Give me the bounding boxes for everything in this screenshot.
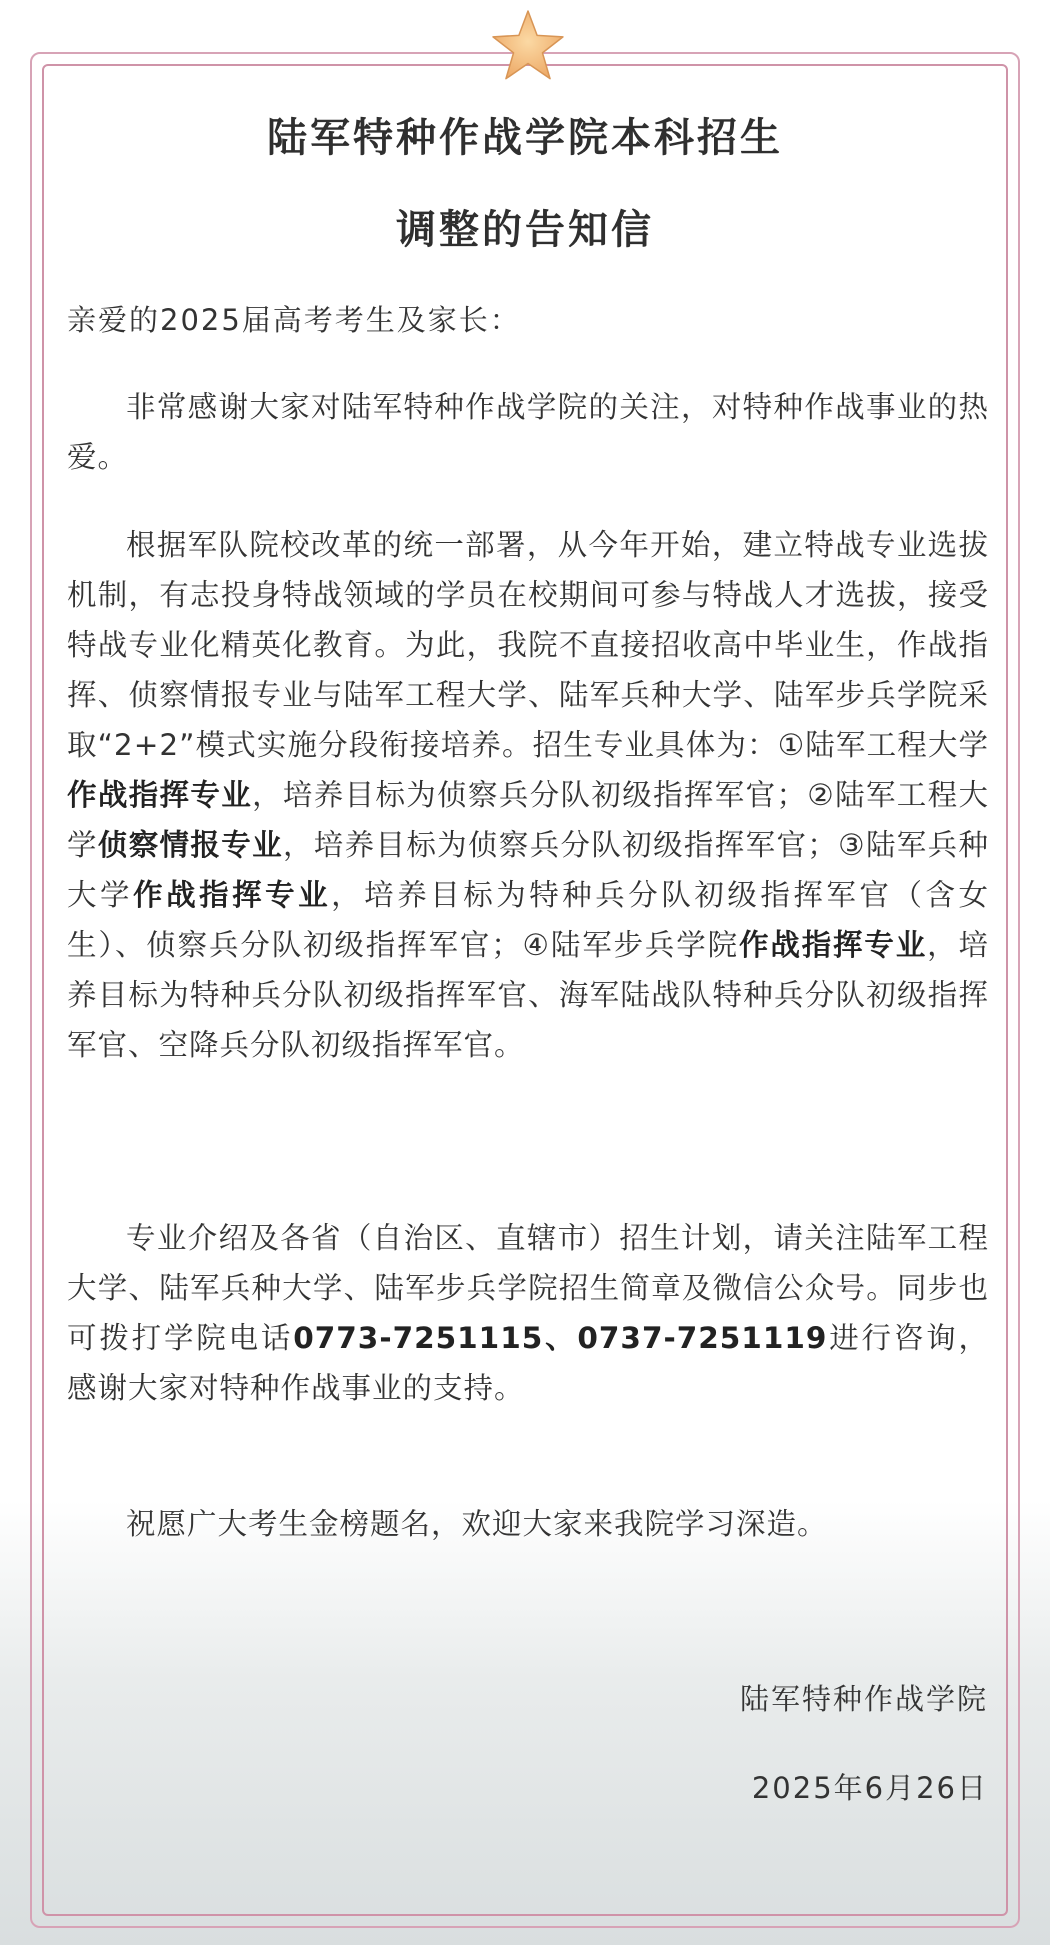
letter-date: 2025年6月26日	[751, 1771, 988, 1805]
letter-title-line-1: 陆军特种作战学院本科招生	[267, 115, 783, 161]
p2-text-2: ，培养目标为侦察兵分队初级指挥军官；②陆军工程大学	[67, 778, 989, 862]
p3-text-2: 进行咨询，感谢大家对特种作战事业的支持。	[67, 1321, 989, 1405]
p2-text-4: ，培养目标为特种兵分队初级指挥军官（含女生）、侦察兵分队初级指挥军官；④陆军步兵学院	[67, 878, 989, 962]
p3-text-1: 专业介绍及各省（自治区、直辖市）招生计划，请关注陆军工程大学、陆军兵种大学、陆军步兵学院招生简章及微信公众号。同步也可拨打学院电话	[67, 1221, 989, 1355]
major-name-1: 作战指挥专业	[67, 778, 253, 812]
star-icon	[490, 8, 566, 84]
paragraph-admission-details	[67, 520, 989, 1070]
phone-numbers: 0773-7251115、0737-7251119	[293, 1321, 828, 1355]
paragraph-wishes: 祝愿广大考生金榜题名，欢迎大家来我院学习深造。	[126, 1507, 828, 1541]
major-name-2: 侦察情报专业	[97, 828, 283, 862]
p2-text-3: ，培养目标为侦察兵分队初级指挥军官；③陆军兵种大学	[67, 828, 989, 912]
p2-text-1: 根据军队院校改革的统一部署，从今年开始，建立特战专业选拔机制，有志投身特战领域的学员在校期间可参与特战人才选拔，接受特战专业化精英化教育。为此，我院不直接招收高中毕业生，作战指挥、侦察情报专业与陆军工程大学、陆军兵种大学、陆军步兵学院采取“2+2”模式实施分段衔接培养。招生专业具体为：①陆军工程大学	[67, 528, 989, 762]
p2-text-5: ，培养目标为特种兵分队初级指挥军官、海军陆战队特种兵分队初级指挥军官、空降兵分队初级指挥军官。	[67, 928, 989, 1062]
paragraph-thanks: 非常感谢大家对陆军特种作战学院的关注，对特种作战事业的热爱。	[67, 390, 989, 474]
salutation: 亲爱的2025届高考考生及家长：	[67, 303, 521, 337]
signer-name: 陆军特种作战学院	[739, 1682, 988, 1716]
letter-title-line-2: 调整的告知信	[396, 207, 654, 253]
major-name-3: 作战指挥专业	[133, 878, 332, 912]
paragraph-contact-info	[67, 1213, 989, 1413]
major-name-4: 作战指挥专业	[738, 928, 928, 962]
